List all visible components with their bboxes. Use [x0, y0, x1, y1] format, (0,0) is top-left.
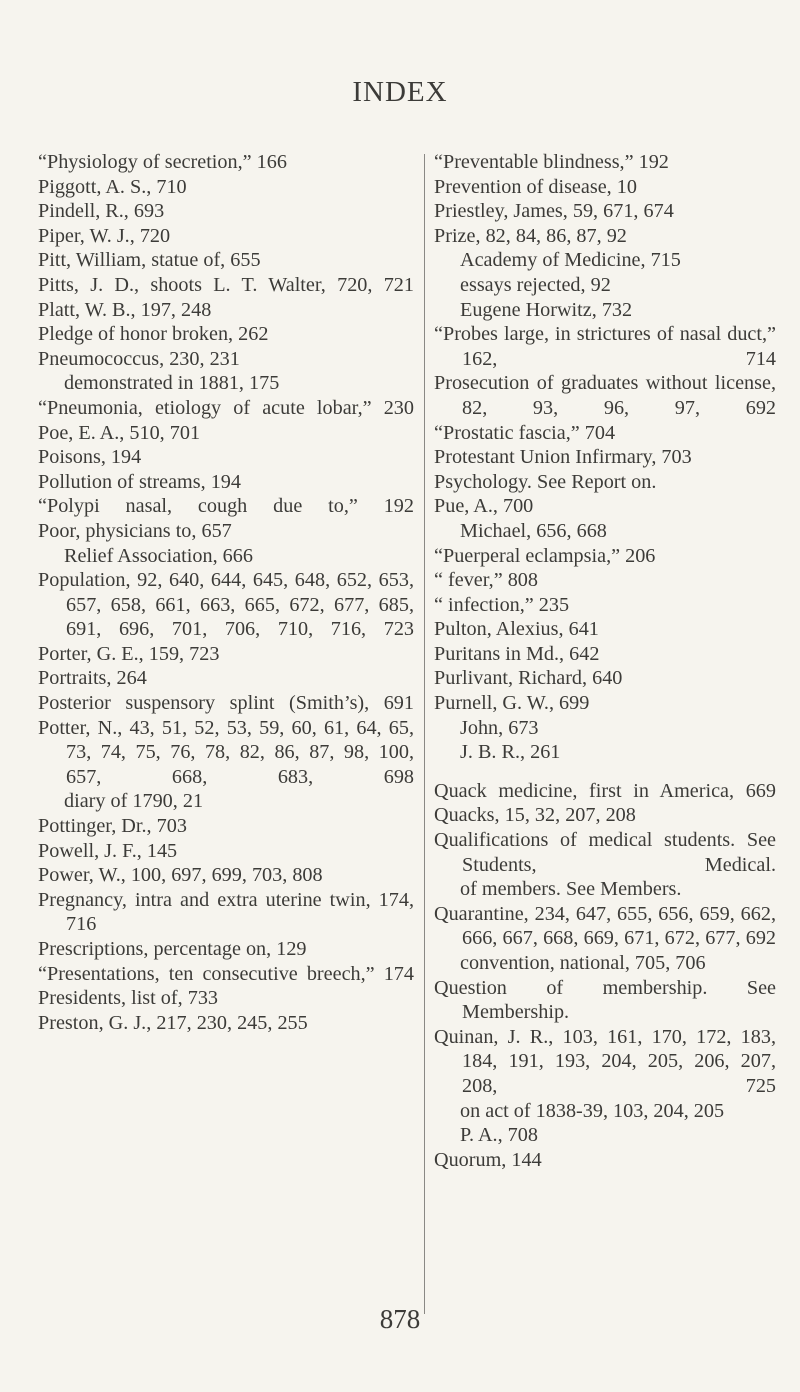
index-entry: Quorum, 144: [434, 1148, 542, 1171]
index-entry: Quack medicine, first in America, 669: [434, 779, 776, 802]
index-subentry: Michael, 656, 668: [460, 519, 607, 542]
index-entry: Prescriptions, percentage on, 129: [38, 938, 307, 960]
index-entry: “Preventable blindness,” 192: [434, 151, 669, 173]
index-column-right: [434, 150, 776, 1172]
index-entry: Posterior suspensory splint (Smith’s), 691: [38, 692, 414, 715]
page-header: INDEX: [352, 76, 448, 108]
index-subentry: on act of 1838-39, 103, 204, 205: [460, 1099, 725, 1122]
index-entry: Platt, W. B., 197, 248: [38, 298, 212, 321]
index-entry: Pledge of honor broken, 262: [38, 323, 269, 346]
index-entry: Prosecution of graduates without license, 82, 93, 96, 97, 692: [434, 372, 776, 419]
index-entry: Priestley, James, 59, 671, 674: [434, 200, 674, 223]
index-entry: Prize, 82, 84, 86, 87, 92: [434, 224, 627, 247]
index-entry: Presidents, list of, 733: [38, 987, 219, 1010]
index-entry: Purnell, G. W., 699: [434, 692, 590, 715]
index-entry: Porter, G. E., 159, 723: [38, 642, 220, 665]
index-entry: Qualifications of medical students. See Students, Medical.: [434, 829, 776, 876]
index-entry: Pottinger, Dr., 703: [38, 815, 187, 838]
index-entry: Portraits, 264: [38, 667, 147, 690]
index-entry: Power, W., 100, 697, 699, 703, 808: [38, 864, 323, 887]
index-entry: Pulton, Alexius, 641: [434, 618, 599, 641]
page-number: 878: [379, 1304, 421, 1334]
index-entry: Pitts, J. D., shoots L. T. Walter, 720, 721: [38, 273, 414, 296]
index-subentry: P. A., 708: [460, 1124, 538, 1147]
index-entry: Preston, G. J., 217, 230, 245, 255: [38, 1011, 308, 1034]
index-subentry: J. B. R., 261: [460, 741, 561, 764]
index-entry: “Physiology of secretion,” 166: [38, 151, 287, 173]
index-subentry: essays rejected, 92: [460, 273, 611, 296]
index-entry: Prevention of disease, 10: [434, 175, 637, 198]
index-subentry: John, 673: [460, 716, 539, 739]
index-entry: Poor, physicians to, 657: [38, 519, 232, 542]
index-column-left: [38, 150, 414, 1035]
index-entry: “ fever,” 808: [434, 569, 538, 592]
index-entry: Population, 92, 640, 644, 645, 648, 652, 653, 657, 658, 661, 663, 665, 672, 677, 685, 691, 696, 701, 706, 710, 716, 723: [38, 569, 414, 641]
index-entry: Puritans in Md., 642: [434, 642, 600, 665]
index-entry: Potter, N., 43, 51, 52, 53, 59, 60, 61, 64, 65, 73, 74, 75, 76, 78, 82, 86, 87, 98, 100, 657, 668, 683, 698: [38, 716, 414, 788]
index-subentry: convention, national, 705, 706: [460, 952, 706, 974]
index-entry: Question of membership. See Membership.: [434, 976, 776, 1024]
index-entry: “Presentations, ten consecutive breech,” 174: [38, 962, 414, 985]
index-subentry: diary of 1790, 21: [64, 790, 204, 813]
index-entry: “Puerperal eclampsia,” 206: [434, 544, 656, 567]
index-entry: “Pneumonia, etiology of acute lobar,” 230: [38, 396, 414, 419]
index-entry: Purlivant, Richard, 640: [434, 667, 623, 690]
index-entry: “Probes large, in strictures of nasal duct,” 162, 714: [434, 323, 776, 370]
index-subentry: Eugene Horwitz, 732: [460, 298, 633, 321]
index-entry: Pregnancy, intra and extra uterine twin, 174, 716: [38, 888, 414, 936]
index-entry: “Polypi nasal, cough due to,” 192: [38, 495, 414, 518]
index-entry: Psychology. See Report on.: [434, 470, 657, 493]
index-entry: Poisons, 194: [38, 446, 142, 469]
index-entry: Poe, E. A., 510, 701: [38, 421, 201, 444]
index-entry: Quinan, J. R., 103, 161, 170, 172, 183, 184, 191, 193, 204, 205, 206, 207, 208, 725: [434, 1025, 776, 1097]
index-entry: Pneumococcus, 230, 231: [38, 347, 240, 370]
index-entry: Quarantine, 234, 647, 655, 656, 659, 662, 666, 667, 668, 669, 671, 672, 677, 692: [434, 902, 776, 950]
index-subentry: Academy of Medicine, 715: [460, 249, 681, 272]
index-entry: Piper, W. J., 720: [38, 224, 171, 247]
index-subentry: Relief Association, 666: [64, 544, 253, 567]
index-entry: Quacks, 15, 32, 207, 208: [434, 804, 636, 827]
index-entry: Powell, J. F., 145: [38, 839, 178, 862]
index-entry: Pollution of streams, 194: [38, 470, 241, 493]
column-divider: [424, 154, 425, 1314]
index-entry: “Prostatic fascia,” 704: [434, 421, 616, 444]
index-entry: Pindell, R., 693: [38, 200, 165, 223]
index-entry: Piggott, A. S., 710: [38, 175, 187, 198]
index-subentry: demonstrated in 1881, 175: [64, 372, 280, 395]
index-entry: Pue, A., 700: [434, 495, 534, 518]
index-entry: “ infection,” 235: [434, 593, 570, 616]
index-subentry: of members. See Members.: [460, 878, 682, 901]
index-entry: Pitt, William, statue of, 655: [38, 249, 261, 272]
index-entry: Protestant Union Infirmary, 703: [434, 446, 692, 469]
